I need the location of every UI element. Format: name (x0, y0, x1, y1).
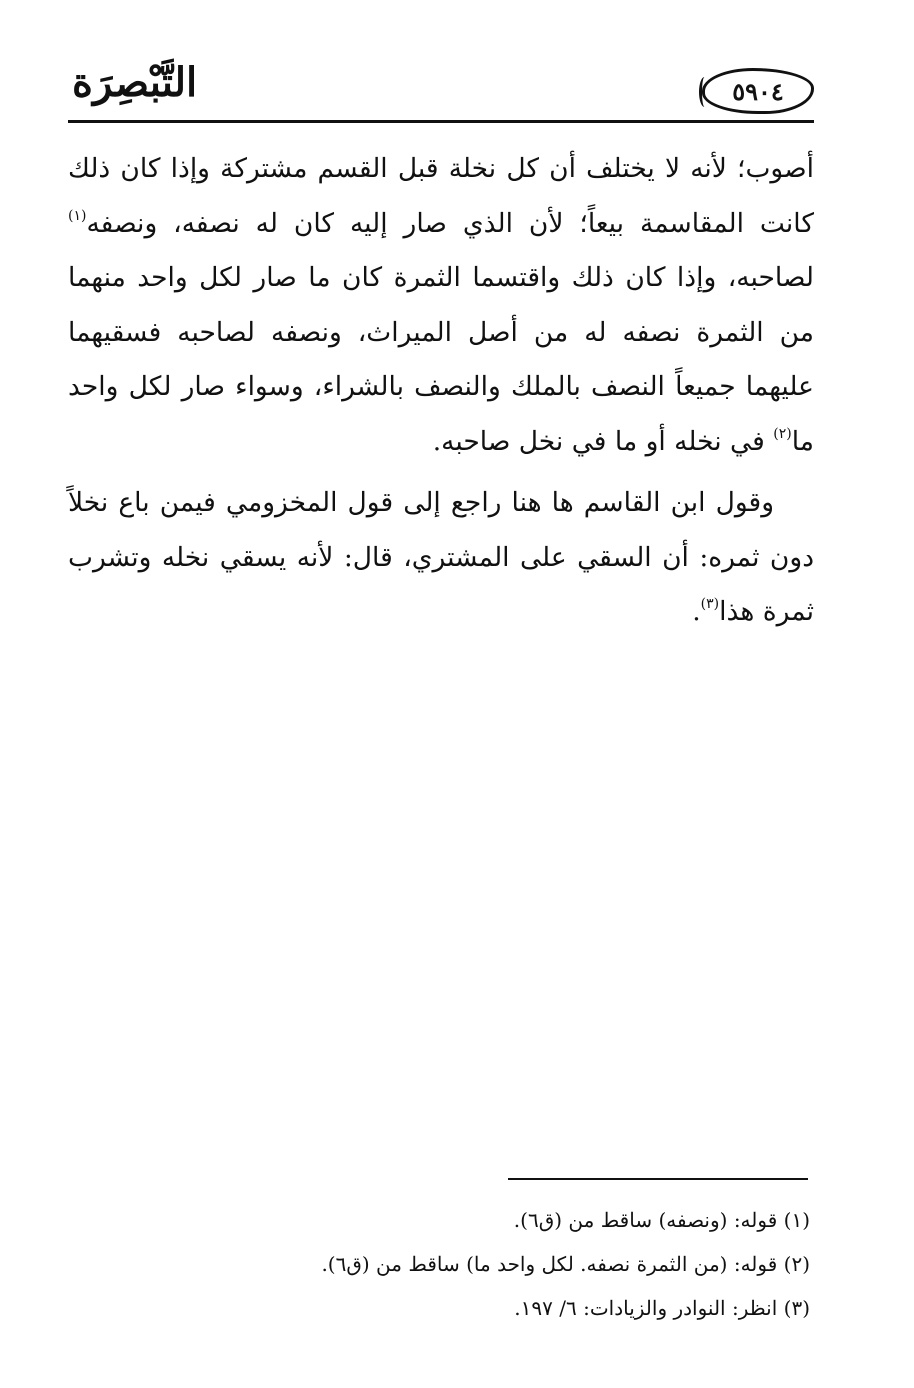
footnote-1: (١) قوله: (ونصفه) ساقط من (ق٦). (513, 1208, 810, 1232)
paragraph-1-part-3: في نخله أو ما في نخل صاحبه. (432, 425, 774, 457)
paragraph-2-part-2: . (692, 596, 701, 627)
main-text (68, 142, 814, 647)
page-header (68, 52, 814, 122)
book-title: التَّبْصِرَة (72, 59, 198, 106)
paragraph-1-part-1: أصوب؛ لأنه لا يختلف أن كل نخلة قبل القسم مشتركة وإذا كان ذلك كانت المقاسمة بيعاً؛ لأن الذي صار إليه كان له نصفه، ونصفه (68, 153, 814, 239)
paragraph-1 (68, 142, 814, 469)
paragraph-1-part-2: لصاحبه، وإذا كان ذلك واقتسما الثمرة كان ما صار لكل واحد منهما من الثمرة نصفه له من أصل الميراث، ونصفه لصاحبه فسقيهما عليهما جميعاً النصف بالملك والنصف بالشراء، وسواء صار لكل واحد ما (68, 262, 814, 457)
footnote-ref-1: (١) (68, 207, 87, 224)
page-number: ٥٩٠٤ (732, 76, 784, 106)
footnotes (68, 1198, 810, 1330)
header-rule (68, 120, 814, 123)
footnote-ref-2: (٢) (773, 425, 792, 442)
footnote-separator (508, 1178, 808, 1180)
footnote-3: (٣) انظر: النوادر والزيادات: ٦/ ١٩٧. (514, 1296, 810, 1320)
paragraph-2-part-1: وقول ابن القاسم ها هنا راجع إلى قول المخزومي فيمن باع نخلاً دون ثمره: أن السقي على المشتري، قال: لأنه يسقي نخله وتشرب ثمرة هذا (68, 487, 814, 627)
footnote-ref-3: (٣) (700, 596, 720, 612)
footnote-2: (٢) قوله: (من الثمرة نصفه. لكل واحد ما) ساقط من (ق٦). (321, 1252, 810, 1276)
paragraph-2 (68, 476, 814, 640)
page-number-badge (702, 68, 814, 114)
